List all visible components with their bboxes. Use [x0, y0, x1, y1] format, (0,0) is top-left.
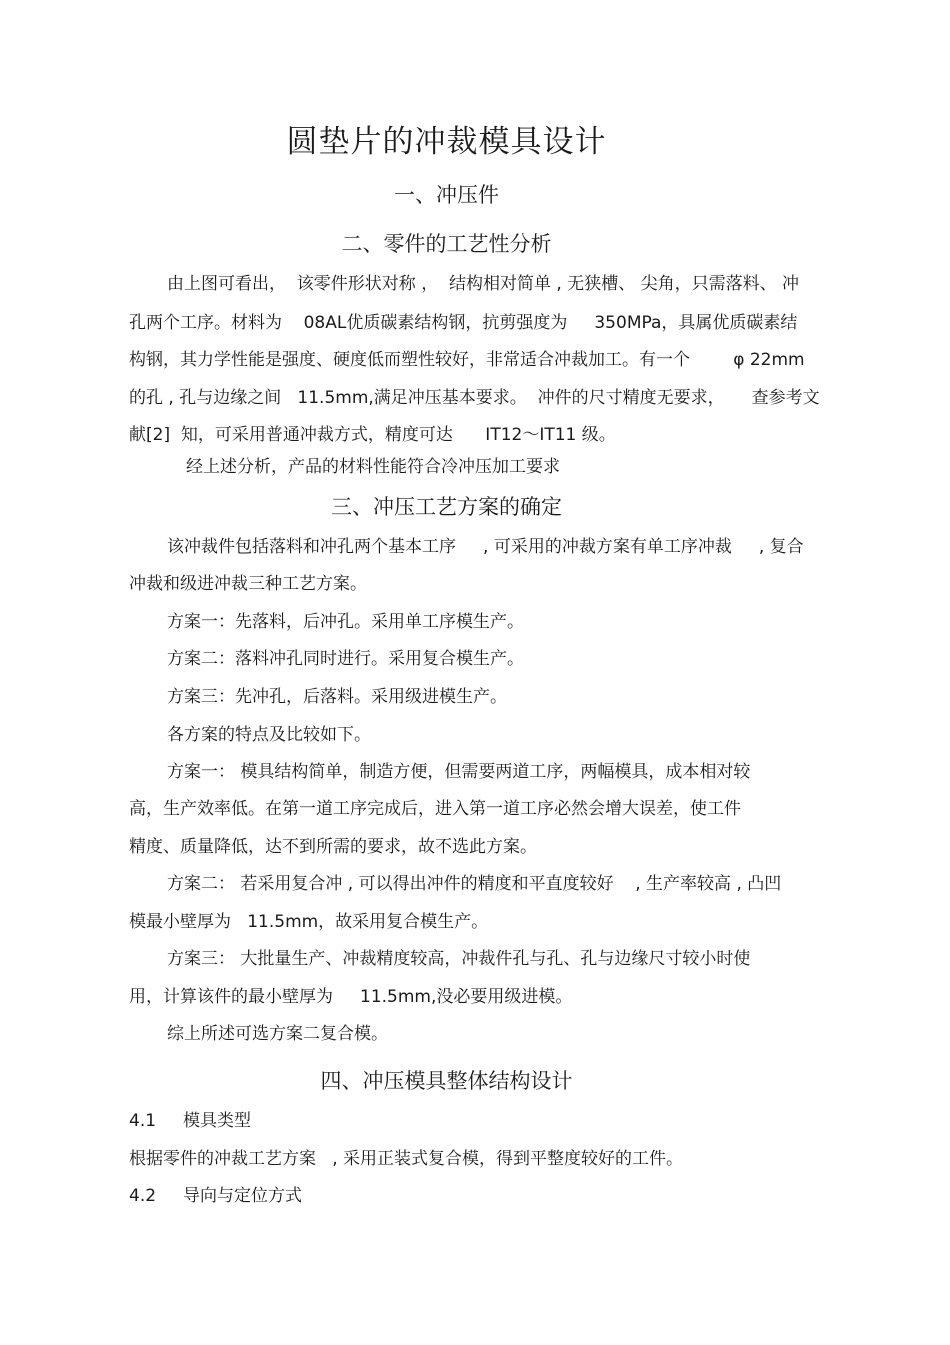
summary-line: 综上所述可选方案二复合模。 — [167, 1024, 388, 1044]
paragraph-line: 方案一： 模具结构简单，制造方便，但需要两道工序，两幅模具，成本相对较 — [167, 762, 751, 782]
compare-intro: 各方案的特点及比较如下。 — [167, 725, 371, 745]
paragraph-line: 方案二： 若采用复合冲 , 可以得出冲件的精度和平直度较好 , 生产率较高 , 凸凹 — [167, 874, 782, 894]
section-heading-stamping-part: 一、冲压件 — [394, 183, 499, 207]
paragraph-line: 构钢，其力学性能是强度、硬度低而塑性较好，非常适合冲裁加工。有一个 φ 22mm — [129, 350, 805, 370]
paragraph-line: 由上图可看出， 该零件形状对称 ， 结构相对简单 , 无狭槽、 尖角，只需落料、 冲 — [167, 274, 800, 294]
paragraph-line: 该冲裁件包括落料和冲孔两个基本工序 , 可采用的冲裁方案有单工序冲裁 , 复合 — [167, 537, 804, 557]
paragraph-line: 的孔 , 孔与边缘之间 11.5mm,满足冲压基本要求。 冲件的尺寸精度无要求， 查参考文 — [129, 388, 820, 408]
paragraph-line: 高，生产效率低。在第一道工序完成后，进入第一道工序必然会增大误差，使工件 — [129, 799, 741, 819]
document-title: 圆垫片的冲裁模具设计 — [286, 124, 607, 160]
plan-item: 方案二：落料冲孔同时进行。采用复合模生产。 — [167, 649, 524, 669]
paragraph-line: 孔两个工序。材料为 08AL优质碳素结构钢，抗剪强度为 350MPa，具属优质碳素结 — [129, 313, 798, 333]
section-heading-structure-design: 四、冲压模具整体结构设计 — [320, 1069, 573, 1093]
paragraph-line: 方案三： 大批量生产、冲裁精度较高，冲裁件孔与孔、孔与边缘尺寸较小时使 — [167, 949, 751, 969]
paragraph-line: 献[2] 知，可采用普通冲裁方式，精度可达 IT12～IT11 级。 — [129, 425, 616, 445]
paragraph-conclusion: 经上述分析，产品的材料性能符合冷冲压加工要求 — [186, 457, 560, 477]
paragraph-line: 精度、质量降低，达不到所需的要求，故不选此方案。 — [129, 837, 537, 857]
plan-item: 方案三：先冲孔，后落料。采用级进模生产。 — [167, 687, 507, 707]
paragraph-line: 模最小壁厚为 11.5mm，故采用复合模生产。 — [129, 912, 489, 932]
section-heading-process-analysis: 二、零件的工艺性分析 — [341, 232, 552, 256]
plan-item: 方案一：先落料，后冲孔。采用单工序模生产。 — [167, 612, 524, 632]
paragraph-line: 根据零件的冲裁工艺方案 , 采用正装式复合模，得到平整度较好的工件。 — [129, 1149, 684, 1169]
subsection-title-mold-type: 4.1 模具类型 — [129, 1111, 252, 1131]
paragraph-line: 用，计算该件的最小壁厚为 11.5mm,没必要用级进模。 — [129, 987, 573, 1007]
paragraph-line: 冲裁和级进冲裁三种工艺方案。 — [129, 574, 367, 594]
section-heading-process-plan: 三、冲压工艺方案的确定 — [331, 495, 562, 519]
subsection-title-guide-positioning: 4.2 导向与定位方式 — [129, 1186, 303, 1206]
